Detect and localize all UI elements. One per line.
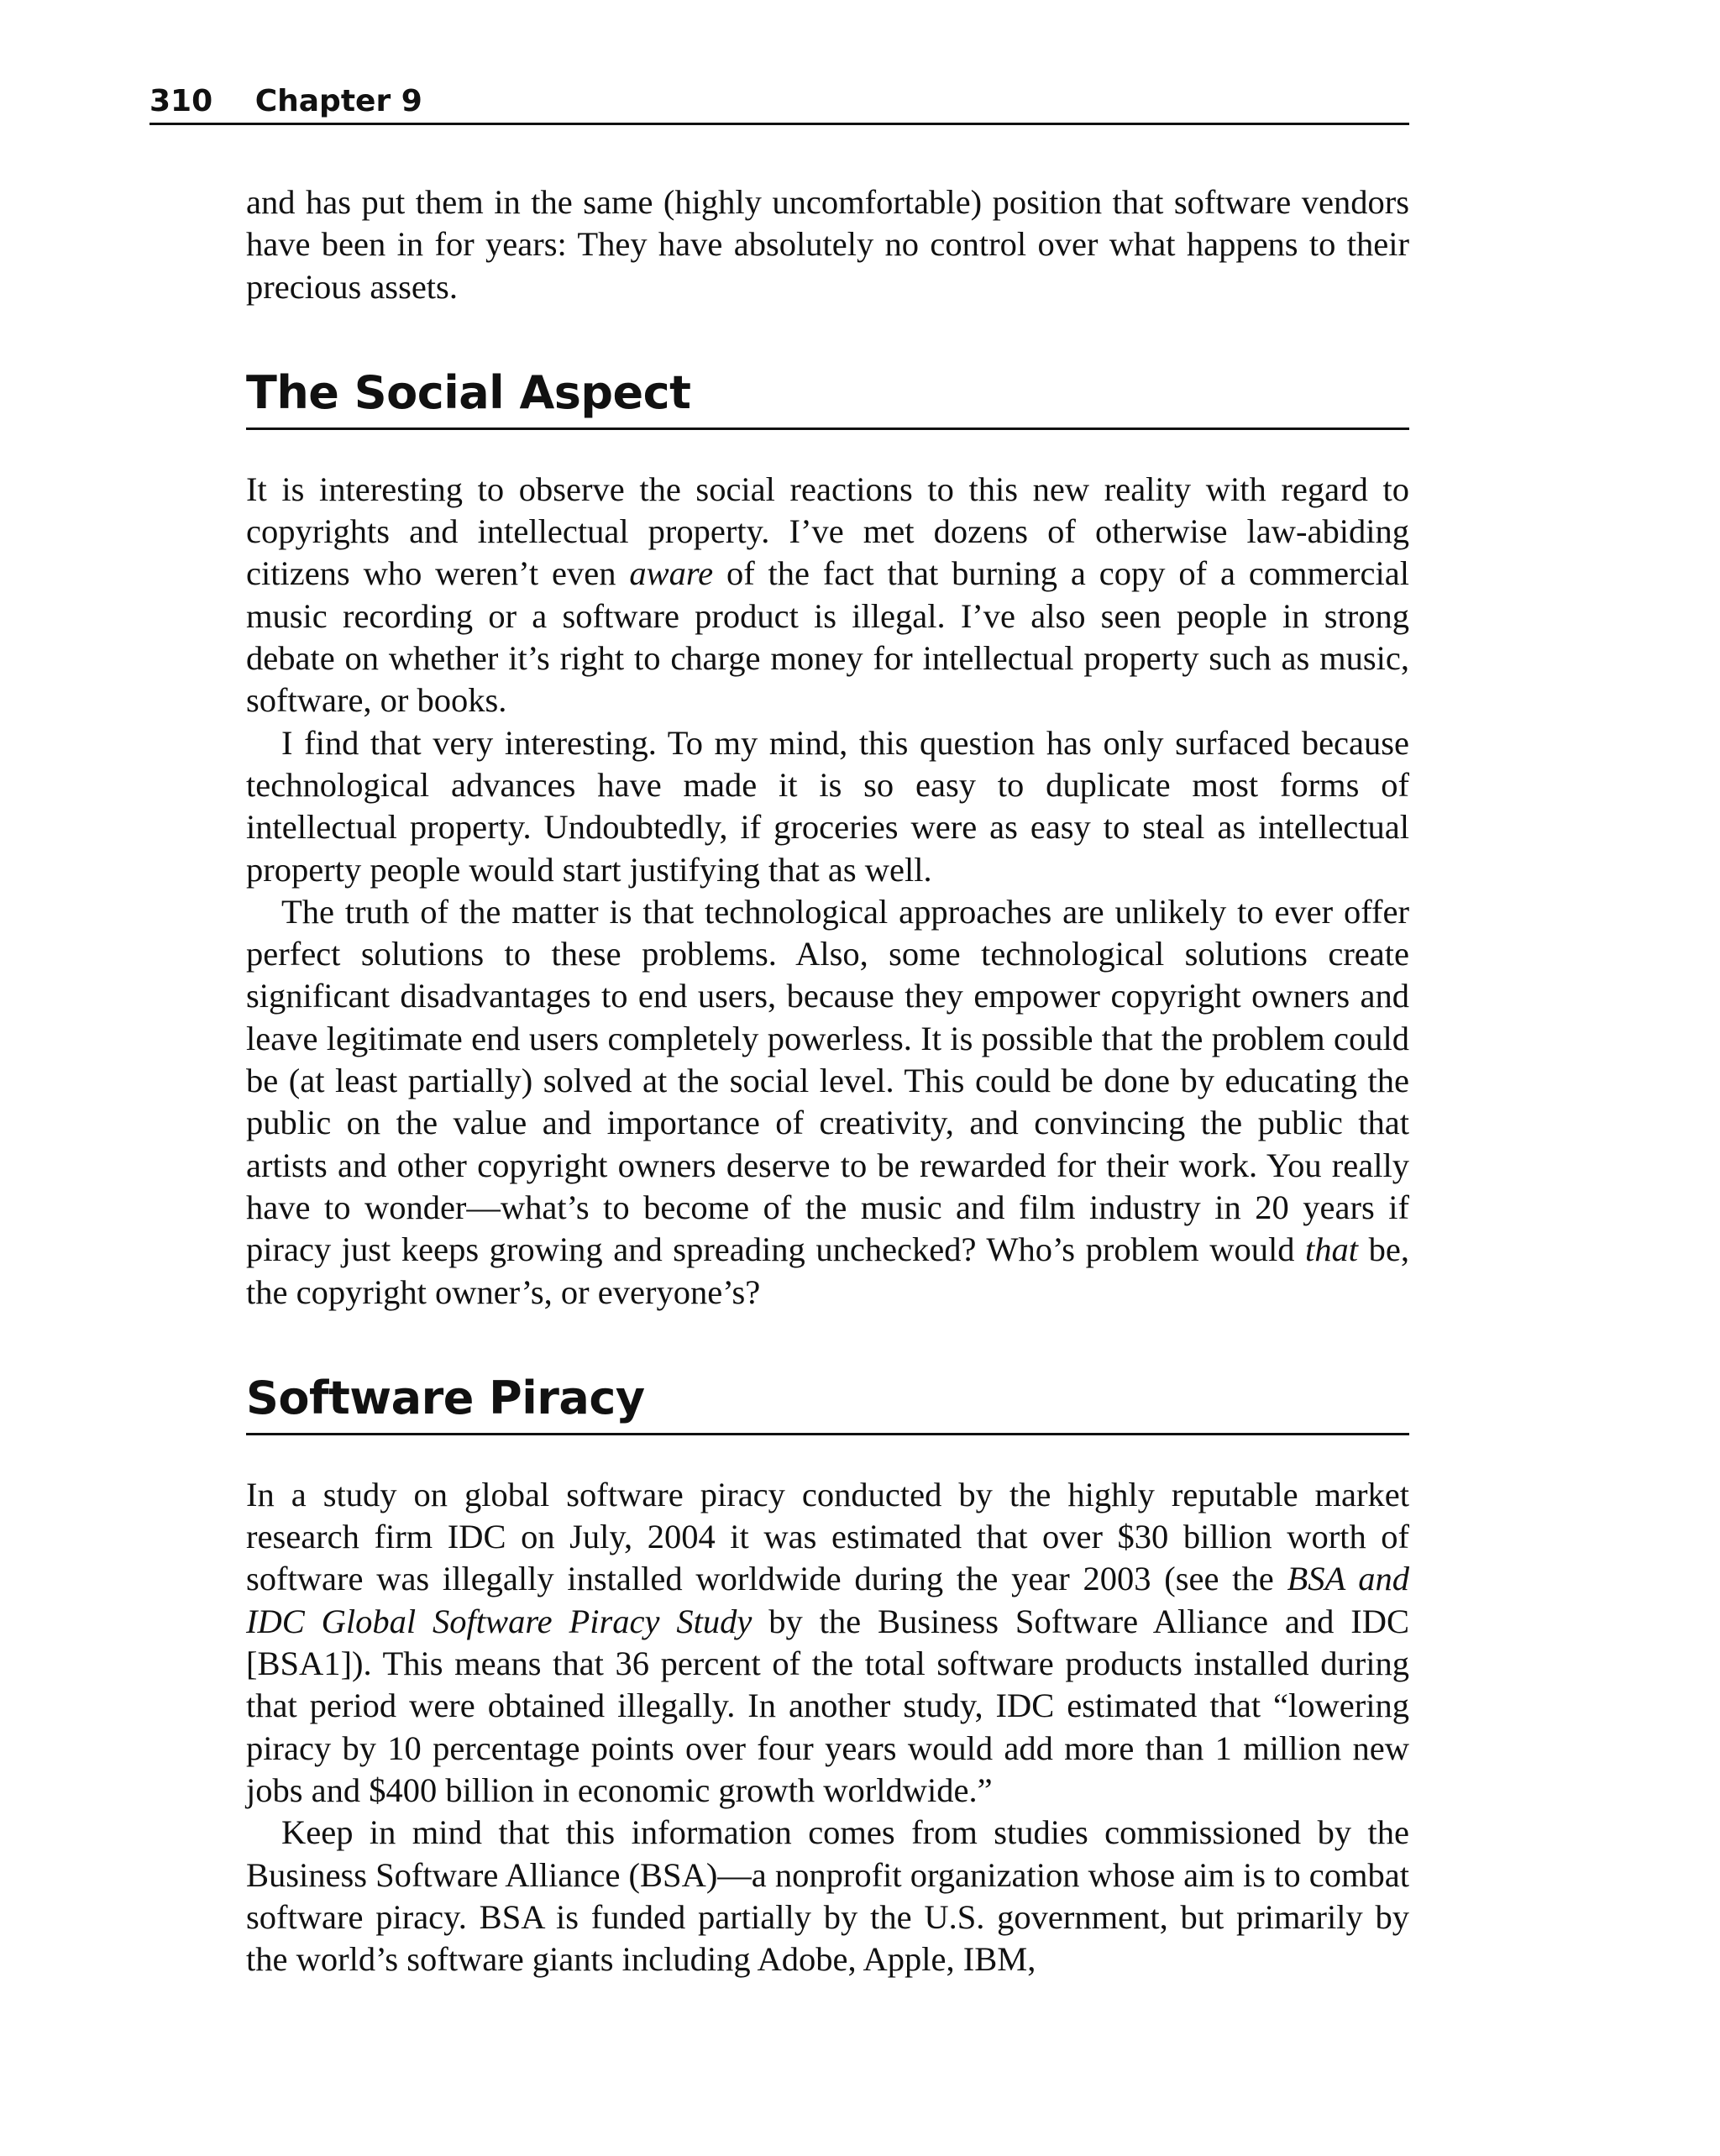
social-paragraph-2: I find that very interesting. To my mind, this question has only surfaced because technological advances have made it is so easy to duplicate most forms of intellectual property. Undoubtedly, if groceries were as easy to steal as intellectual property people would start justifying that as well. [246, 723, 1409, 889]
social-p1-text-b: of the fact that burning a copy of a commercial music recording or a software product is illegal. I’ve also seen people in strong debate on whether it’s right to charge money for intellectual property such as music, software, or books. [246, 554, 1409, 720]
social-paragraph-1 [246, 469, 1409, 722]
piracy-paragraph-2: Keep in mind that this information comes from studies commissioned by the Business Software Alliance (BSA)—a nonprofit organization whose aim is to combat software piracy. BSA is funded partially by the U.S. government, but primarily by the world’s software giants including Adobe, Apple, IBM, [246, 1813, 1410, 1979]
running-head [149, 81, 1409, 125]
section-heading-social-aspect: The Social Aspect [246, 364, 1409, 430]
section-heading-software-piracy: Software Piracy [246, 1369, 1409, 1435]
social-p1-emphasis: aware [629, 554, 714, 593]
social-p3-text-a: The truth of the matter is that technological approaches are unlikely to ever offer perfect solutions to these problems. Also, some technological solutions create significant disadvantages to end users, because they empower copyright owners and leave legitimate end users completely powerless. It is possible that the problem could be (at least partially) solved at the social level. This could be done by educating the public on the value and importance of creativity, and convincing the public that artists and other copyright owners deserve to be rewarded for their work. You really have to wonder—what’s to become of the music and film industry in 20 years if piracy just keeps growing and spreading unchecked? Who’s problem would [246, 892, 1409, 1269]
social-p3-emphasis: that [1305, 1230, 1359, 1269]
body-column [246, 181, 1409, 1980]
page-number: 310 [149, 84, 213, 118]
chapter-label: Chapter 9 [254, 84, 422, 118]
intro-paragraph: and has put them in the same (highly uncomfortable) position that software vendors have been in for years: They have absolutely no control over what happens to their precious assets. [246, 183, 1409, 306]
piracy-p1-citation: BSA and IDC Global Software Piracy Study [246, 1560, 1410, 1640]
piracy-p1-text-b: by the Business Software Alliance and IDC [BSA1]). This means that 36 percent of the total software products installed during that period were obtained illegally. In another study, IDC estimated that “lowering piracy by 10 percentage points over four years would add more than 1 million new jobs and $400 billion in economic growth worldwide.” [246, 1602, 1410, 1809]
social-p1-text-a: It is interesting to observe the social reactions to this new reality with regard to copyrights and intellectual property. I’ve met dozens of otherwise law-abiding citizens who weren’t even [246, 469, 1409, 593]
social-paragraph-3 [246, 891, 1409, 1314]
social-p3-text-b: be, the copyright owner’s, or everyone’s? [246, 1230, 1409, 1311]
piracy-p1-text-a: In a study on global software piracy conducted by the highly reputable market research firm IDC on July, 2004 it was estimated that over $30 billion worth of software was illegally installed worldwide during the year 2003 (see the [246, 1475, 1409, 1598]
piracy-paragraph-1 [246, 1474, 1409, 1812]
